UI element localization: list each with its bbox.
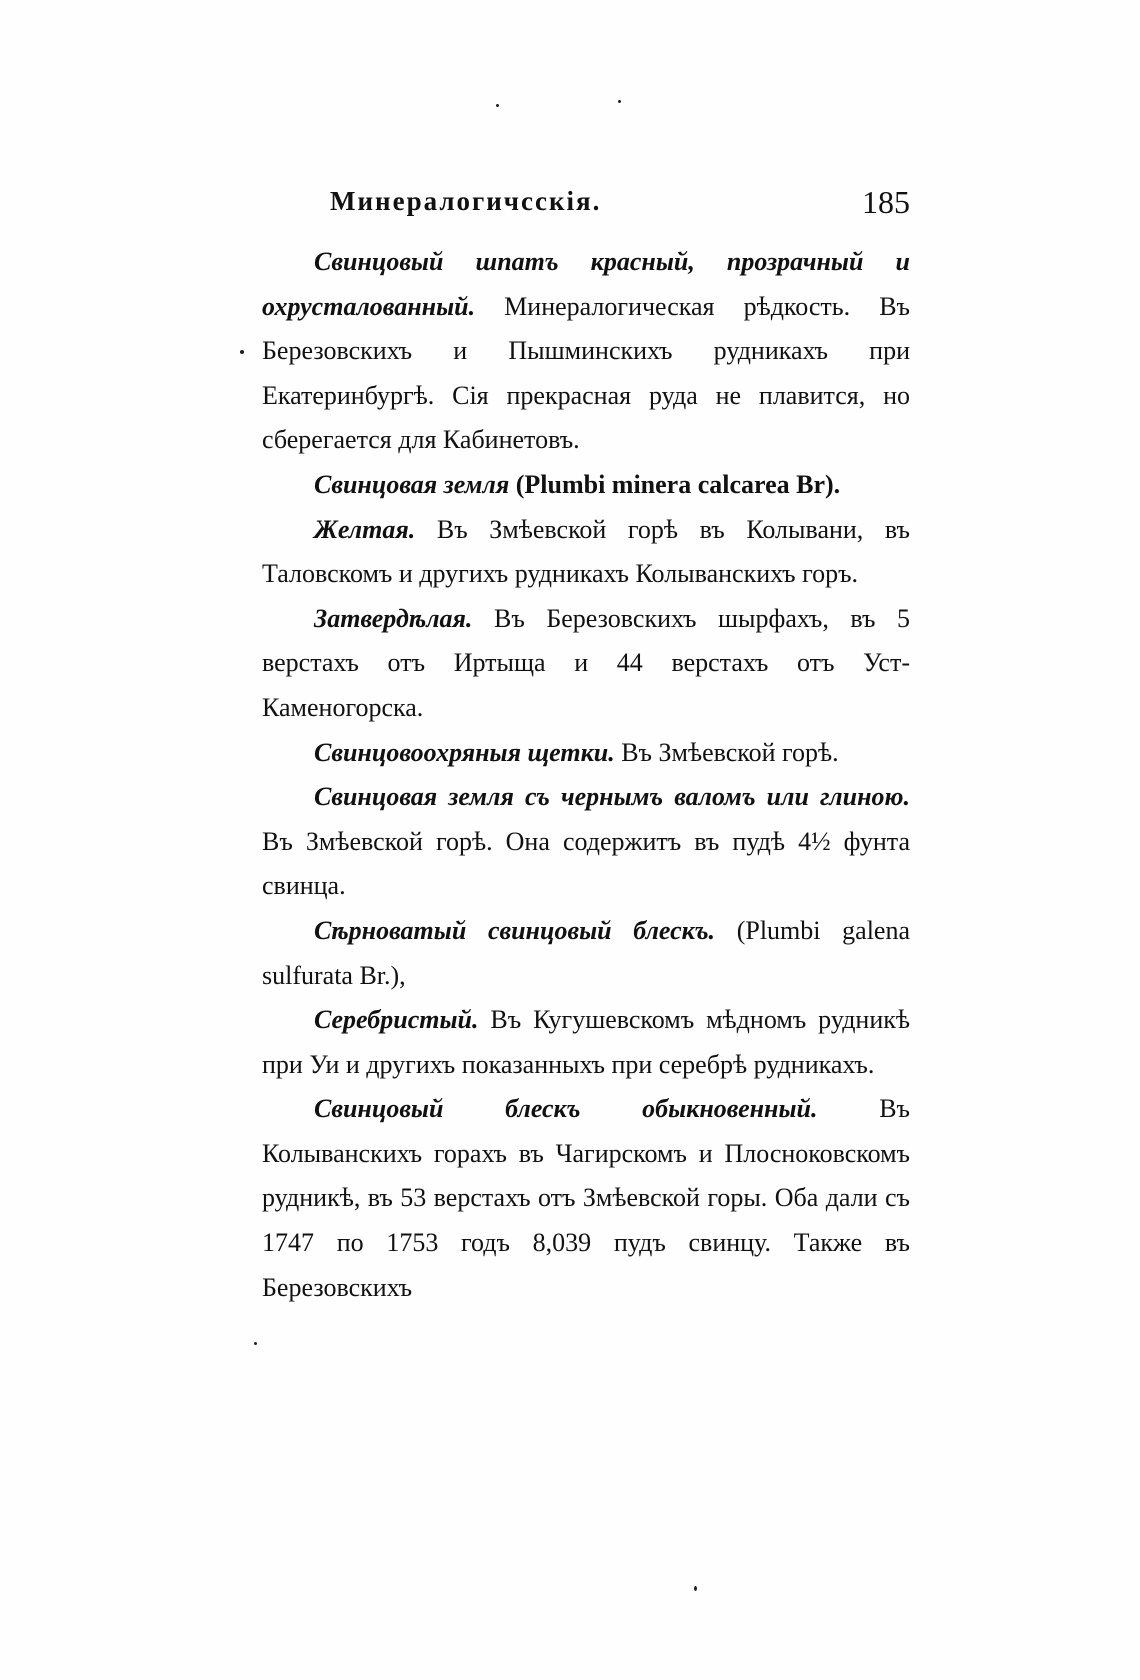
entry-term: Свинцовоохряныя щетки. [314, 737, 615, 767]
paragraph-red-lead-spar [262, 240, 910, 463]
entry-text: Въ Змѣевской горѣ. [621, 737, 839, 767]
paragraph-common-galena [262, 1087, 910, 1310]
entry-term: Желтая. [314, 514, 416, 544]
entry-text: (Plumbi minera calcarea Br). [515, 469, 841, 499]
scan-speck [254, 1342, 257, 1345]
entry-term: Затвердѣлая. [314, 603, 473, 633]
entry-term: Свинцовая земля съ чернымъ валомъ или глиною. [314, 782, 910, 812]
paragraph-yellow [262, 508, 910, 597]
entry-text: Въ Колыванскихъ горахъ въ Чагирскомъ и Плосноковскомъ рудникѣ, въ 53 верстахъ отъ Змѣевской горы. Оба дали съ 1747 по 1753 годъ 8,039 пудъ свинцу. Также въ Березовскихъ [262, 1094, 910, 1302]
entry-term: Свинцовая земля [314, 469, 510, 499]
body-text [262, 240, 910, 1310]
entry-text: Въ Змѣевской горѣ. Она содержитъ въ пудѣ 4½ фунта свинца. [262, 826, 910, 901]
entry-text: (Plumbi galena sulfurata Br.), [262, 915, 910, 990]
entry-term: Сѣрноватый свинцовый блескъ. [314, 915, 716, 945]
page-number: 185 [862, 184, 910, 220]
paragraph-lead-earth [262, 463, 910, 508]
entry-text: Въ Кугушевскомъ мѣдномъ рудникѣ при Уи и другихъ показанныхъ при серебрѣ рудникахъ. [262, 1005, 910, 1079]
paragraph-ochre-brushes [262, 731, 910, 776]
entry-term: Свинцовый шпатъ красный, прозрачный и охрусталованный. [262, 247, 910, 321]
scan-speck [496, 104, 499, 107]
page-header [330, 186, 910, 226]
scan-speck [694, 1586, 697, 1591]
scan-speck [618, 100, 621, 103]
entry-text: Въ Березовскихъ шырфахъ, въ 5 верстахъ отъ Иртыща и 44 верстахъ отъ Уст-Каменогорска. [262, 603, 910, 722]
paragraph-lead-earth-black [262, 775, 910, 909]
entry-term: Серебристый. [314, 1005, 479, 1035]
paragraph-hardened [262, 597, 910, 731]
entry-text: Минералогическая рѣдкость. Въ Березовскихъ и Пышминскихъ рудникахъ при Екатеринбургѣ. Сія прекрасная руда не плавится, но сберегается для Кабинетовъ. [262, 291, 911, 455]
paragraph-silvery [262, 998, 910, 1087]
entry-term: Свинцовый блескъ обыкновенный. [314, 1094, 818, 1124]
entry-text: Въ Змѣевской горѣ въ Колывани, въ Таловскомъ и другихъ рудникахъ Колыванскихъ горъ. [262, 514, 910, 589]
running-head: Минералогичсскія. [330, 186, 602, 216]
scan-speck [240, 350, 244, 354]
paragraph-sulfur-galena [262, 909, 910, 998]
